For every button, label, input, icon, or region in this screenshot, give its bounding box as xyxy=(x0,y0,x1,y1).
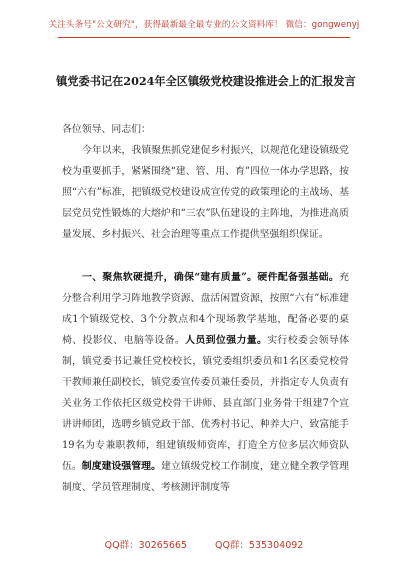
subheading-staffing: 人员到位强力量。 xyxy=(185,335,268,346)
text-system: 建立镇级党校工作制度，建立健全教学管理制度、学员管理制度、考核测评制度等 xyxy=(62,461,349,493)
footer-qq-1: QQ群：30265665 xyxy=(104,540,187,551)
greeting: 各位领导、同志们： xyxy=(62,124,151,135)
document-title: 镇党委书记在2024年全区镇级党校建设推进会上的汇报发言 xyxy=(56,74,356,88)
header-banner: 关注头条号"公文研究"，获得最新最全最专业的公文资料库！ 微信：gongwenyj xyxy=(48,20,360,30)
footer-contact xyxy=(0,537,408,551)
subheading-system: 制度建设强管理。 xyxy=(81,461,161,472)
paragraph-section-1 xyxy=(62,267,349,498)
text-staffing: 实行校委会领导体制，镇党委书记兼任党校校长，镇党委组织委员和1名区委党校骨干教师兼任副校长，镇党委宣传委员兼任委员，并指定专人负责有关业务工作依托区级党校骨干讲师、县直部门业务骨干组建7个宣讲讲师团，选聘乡镇党政干部、优秀村书记、种养大户、致富能手19名为专兼职教师，组建镇级师资库，打造全方位多层次师资队伍。 xyxy=(62,335,349,472)
paragraph-intro: 今年以来，我镇聚焦抓党建促乡村振兴，以规范化建设镇级党校为重要抓手，紧紧围绕“建、管、用、育”四位一体办学思路，按照“六有”标准，把镇级党校建设成宣传党的政策理论的主战场、基层党员党性锻炼的大熔炉和“三农”队伍建设的主阵地，为推进高质量发展、乡村振兴、社会治理等重点工作提供坚强组织保证。 xyxy=(62,145,349,240)
section-heading: 一、聚焦软硬提升，确保“建有质量”。 xyxy=(82,272,258,283)
header-divider xyxy=(58,37,350,38)
text-hardware: 充分整合利用学习阵地教学资源、盘活闲置资源，按照“六有”标准建成1个镇级党校、3个分教点和4个现场教学基地，配备必要的桌椅、投影仪、电脑等设备。 xyxy=(62,272,349,346)
subheading-hardware: 硬件配备强基础。 xyxy=(257,272,340,283)
footer-qq-2: QQ群：535304092 xyxy=(214,540,304,551)
